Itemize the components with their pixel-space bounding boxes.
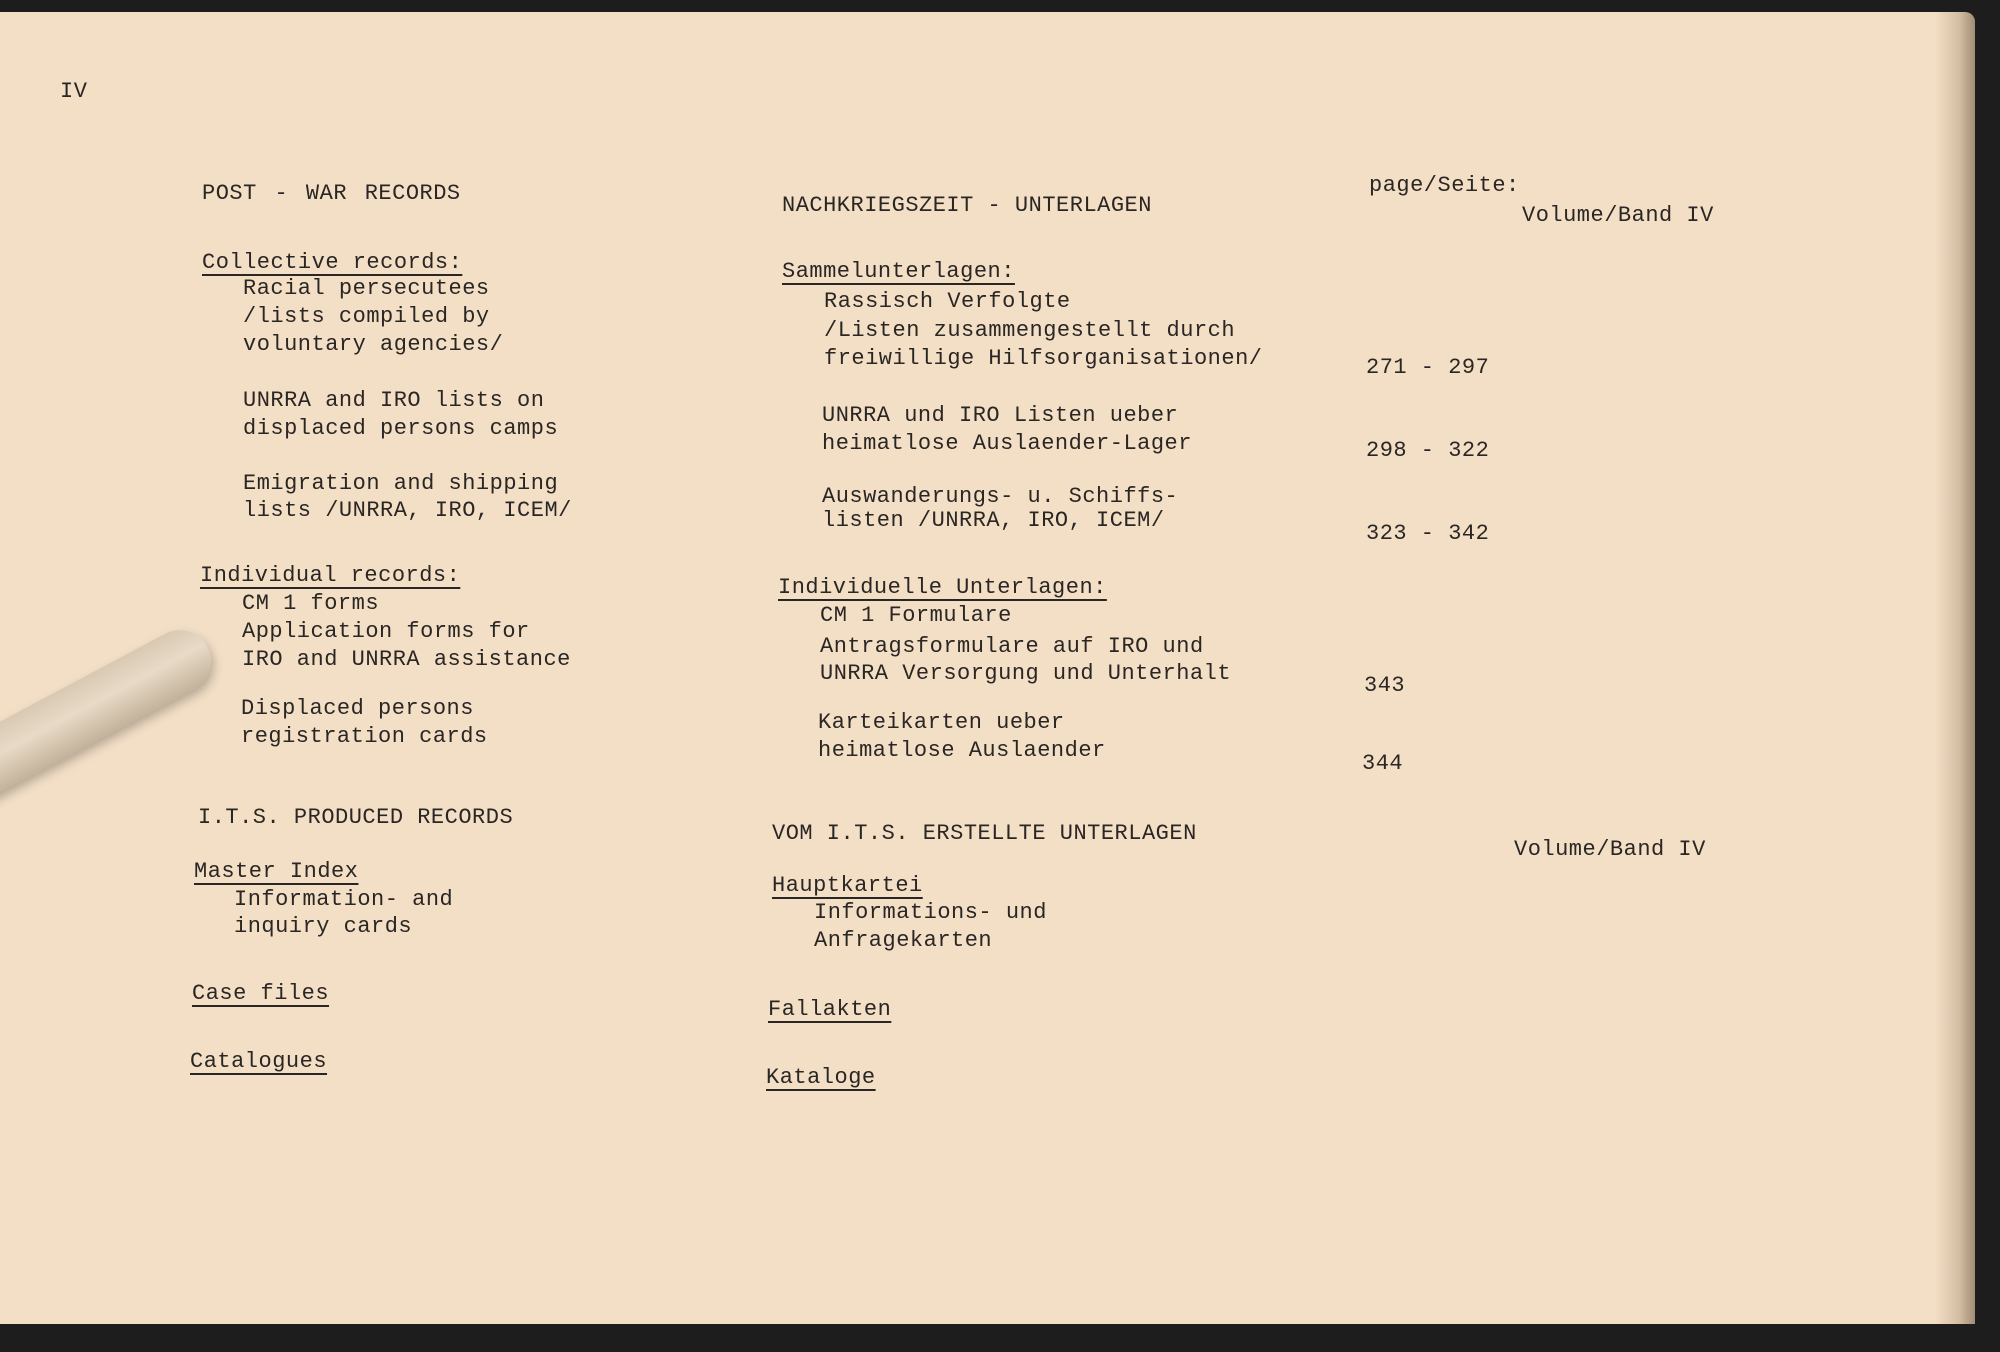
middle-collective-item-3-line-2: listen /UNRRA, IRO, ICEM/: [822, 508, 1165, 533]
middle-master-index-title: Hauptkartei: [772, 873, 923, 898]
left-collective-item-1-line-1: Racial persecutees: [243, 276, 490, 301]
left-individual-title: Individual records:: [200, 563, 461, 588]
page-number-344: 344: [1362, 751, 1404, 776]
middle-individual-title: Individuelle Unterlagen:: [778, 575, 1107, 600]
left-collective-title: Collective records:: [202, 250, 463, 275]
document-page: [0, 12, 1975, 1324]
left-individual-item-1-line-2: Application forms for: [242, 619, 530, 644]
middle-heading: NACHKRIEGSZEIT - UNTERLAGEN: [782, 193, 1152, 218]
middle-master-index-line-2: Anfragekarten: [814, 928, 993, 953]
volume-band-1: Volume/Band IV: [1522, 203, 1714, 228]
middle-collective-item-2-line-2: heimatlose Auslaender-Lager: [822, 431, 1192, 456]
middle-collective-item-1-line-1: Rassisch Verfolgte: [824, 289, 1071, 314]
page-number-343: 343: [1364, 673, 1406, 698]
left-master-index-line-2: inquiry cards: [234, 914, 413, 939]
middle-its-heading: VOM I.T.S. ERSTELLTE UNTERLAGEN: [772, 821, 1197, 846]
left-collective-item-1-line-2: /lists compiled by: [243, 304, 490, 329]
left-master-index-title: Master Index: [194, 859, 359, 884]
middle-individual-item-1-line-3: UNRRA Versorgung und Unterhalt: [820, 661, 1232, 686]
middle-collective-item-1-line-3: freiwillige Hilfsorganisationen/: [824, 346, 1263, 371]
middle-collective-title: Sammelunterlagen:: [782, 259, 1015, 284]
left-heading: POST - WAR RECORDS: [202, 181, 461, 206]
middle-individual-item-2-line-1: Karteikarten ueber: [818, 710, 1065, 735]
left-its-heading: I.T.S. PRODUCED RECORDS: [198, 805, 514, 830]
middle-collective-item-1-line-2: /Listen zusammengestellt durch: [824, 318, 1236, 343]
scanner-clip-icon: [0, 619, 222, 805]
middle-individual-item-2-line-2: heimatlose Auslaender: [818, 738, 1106, 763]
left-collective-item-2-line-1: UNRRA and IRO lists on: [243, 388, 545, 413]
left-collective-item-1-line-3: voluntary agencies/: [243, 332, 504, 357]
volume-band-2: Volume/Band IV: [1514, 837, 1706, 862]
left-collective-item-2-line-2: displaced persons camps: [243, 416, 559, 441]
middle-individual-item-1-line-1: CM 1 Formulare: [820, 603, 1012, 628]
middle-catalogues: Kataloge: [766, 1065, 876, 1090]
middle-individual-item-1-line-2: Antragsformulare auf IRO und: [820, 634, 1204, 659]
left-collective-item-3-line-1: Emigration and shipping: [243, 471, 559, 496]
middle-collective-item-2-line-1: UNRRA und IRO Listen ueber: [822, 403, 1179, 428]
middle-case-files: Fallakten: [768, 997, 892, 1022]
left-master-index-line-1: Information- and: [234, 887, 454, 912]
page-range-2: 298 - 322: [1366, 438, 1490, 463]
left-individual-item-1-line-1: CM 1 forms: [242, 591, 380, 616]
left-individual-item-2-line-2: registration cards: [241, 724, 488, 749]
left-catalogues: Catalogues: [190, 1049, 328, 1074]
page-range-1: 271 - 297: [1366, 355, 1490, 380]
left-case-files: Case files: [192, 981, 330, 1006]
left-collective-item-3-line-2: lists /UNRRA, IRO, ICEM/: [243, 498, 572, 523]
page-seite-header: page/Seite:: [1369, 173, 1520, 198]
middle-master-index-line-1: Informations- und: [814, 900, 1047, 925]
page-range-3: 323 - 342: [1366, 521, 1490, 546]
middle-collective-item-3-line-1: Auswanderungs- u. Schiffs-: [822, 484, 1179, 509]
left-individual-item-1-line-3: IRO and UNRRA assistance: [242, 647, 571, 672]
book-spine-shadow: [1935, 12, 1975, 1324]
page-number: IV: [60, 79, 88, 104]
left-individual-item-2-line-1: Displaced persons: [241, 696, 474, 721]
